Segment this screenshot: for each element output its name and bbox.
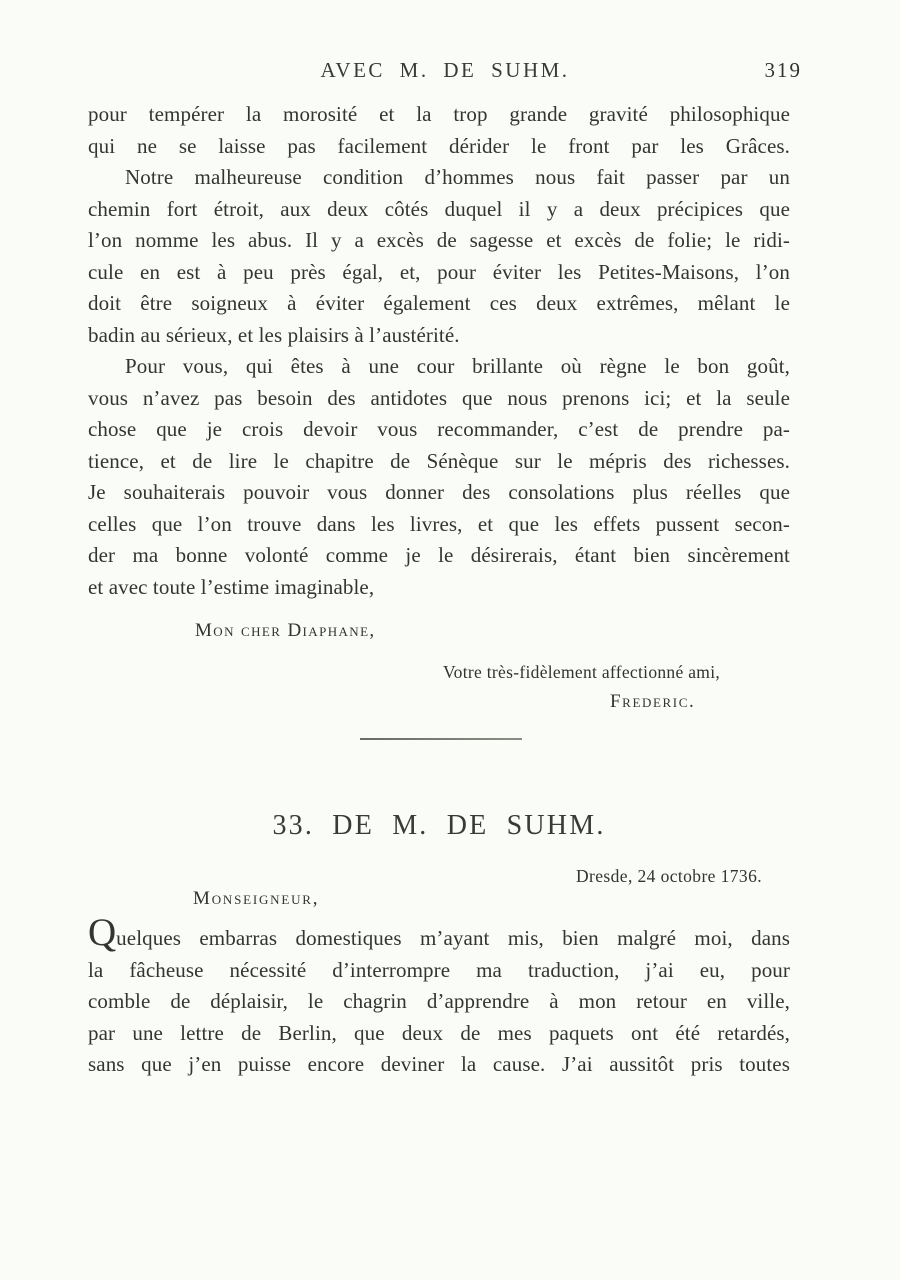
body-line: Notre malheureuse condition d’hommes nous fait passer par un (125, 165, 790, 189)
letter-32-body (88, 99, 790, 603)
salutation: Monseigneur, (193, 888, 320, 909)
letter-33-body (88, 911, 790, 1081)
body-line: chose que je crois devoir vous recommander, c’est de prendre pa- (88, 417, 790, 441)
body-line: l’on nomme les abus. Il y a excès de sagesse et excès de folie; le ridi- (88, 228, 790, 252)
body-line: chemin fort étroit, aux deux côtés duquel il y a deux précipices que (88, 196, 790, 221)
body-line: Je souhaiterais pouvoir vous donner des consolations plus réelles que (88, 480, 790, 504)
closing-salutation: Mon cher Diaphane, (195, 620, 376, 641)
body-line: celles que l’on trouve dans les livres, et que les effets pussent secon- (88, 511, 790, 536)
dateline: Dresde, 24 octobre 1736. (575, 866, 762, 886)
body-line: Pour vous, qui êtes à une cour brillante où règne le bon goût, (125, 354, 790, 378)
drop-cap-initial: Q (88, 911, 117, 954)
body-line: uelques embarras domestiques m’ayant mis, bien malgré moi, dans (116, 926, 790, 950)
body-line: tience, et de lire le chapitre de Sénèque sur le mépris des richesses. (88, 448, 790, 473)
body-line: pour tempérer la morosité et la trop grande gravité philosophique (88, 102, 790, 126)
body-line: par une lettre de Berlin, que deux de mes paquets ont été retardés, (88, 1020, 790, 1045)
body-line: sans que j’en puisse encore deviner la cause. J’ai aussitôt pris toutes (88, 1052, 790, 1076)
section-divider (360, 738, 522, 740)
body-line: cule en est à peu près égal, et, pour éviter les Petites-Maisons, l’on (88, 259, 790, 284)
page-header (88, 58, 802, 90)
signature: Frederic. (610, 691, 696, 712)
body-line-with-initial (88, 911, 790, 955)
page-number: 319 (764, 58, 802, 82)
body-line: comble de déplaisir, le chagrin d’apprendre à mon retour en ville, (88, 989, 790, 1013)
body-line: et avec toute l’estime imaginable, (88, 574, 375, 599)
letter-33-heading: 33. DE M. DE SUHM. (272, 810, 606, 841)
valediction: Votre très-fidèlement affectionné ami, (443, 662, 721, 682)
body-line: der ma bonne volonté comme je le désirerais, étant bien sincèrement (88, 543, 790, 567)
body-line: badin au sérieux, et les plaisirs à l’austérité. (88, 322, 460, 347)
body-line: la fâcheuse nécessité d’interrompre ma traduction, j’ai eu, pour (88, 957, 790, 982)
body-line: doit être soigneux à éviter également ces deux extrêmes, mêlant le (88, 291, 790, 315)
body-line: qui ne se laisse pas facilement dérider le front par les Grâces. (88, 133, 790, 158)
body-line: vous n’avez pas besoin des antidotes que nous prenons ici; et la seule (88, 385, 790, 410)
running-title: AVEC M. DE SUHM. (320, 58, 570, 82)
